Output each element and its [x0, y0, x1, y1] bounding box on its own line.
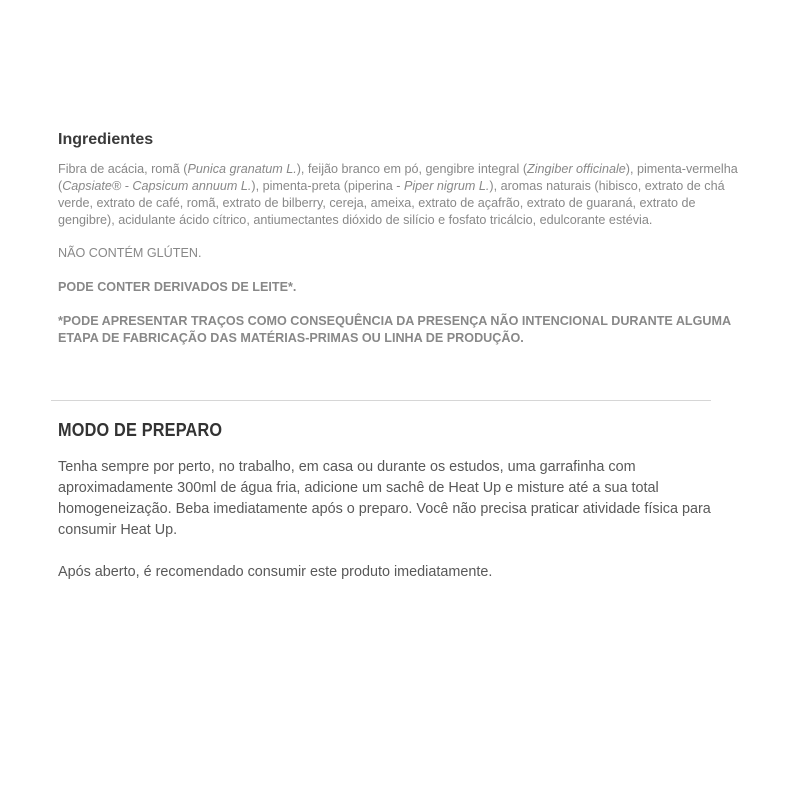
ingredients-text-part: ), pimenta-vermelha (	[58, 162, 738, 193]
ingredients-title: Ingredientes	[58, 131, 154, 148]
gluten-note: NÃO CONTÉM GLÚTEN.	[58, 246, 202, 260]
ingredients-scientific-name: Zingiber officinale	[527, 162, 626, 176]
ingredients-text-part: ), aromas naturais (hibisco, extrato de chá verde, extrato de café, romã, extrato de bilberry, cereja, ameixa, extrato de açafrão, extrato de guaraná, extrato de gengibre), acidulante ácido cítrico, antiumectantes dióxido de silício e fosfato tricálcio, edulcorante estévia.	[58, 179, 725, 227]
preparation-instructions: Tenha sempre por perto, no trabalho, em casa ou durante os estudos, uma garrafinha com aproximadamente 300ml de água fria, adicione um sachê de Heat Up e misture até a sua total homogeneização. Beba imediatamente após o preparo. Você não precisa praticar atividade física para consumir Heat Up.	[58, 459, 711, 538]
ingredients-scientific-name: Piper nigrum L.	[403, 179, 490, 193]
ingredients-text-part: ), feijão branco em pó, gengibre integral (	[296, 162, 528, 176]
storage-note: Após aberto, é recomendado consumir este produto imediatamente.	[58, 564, 493, 580]
ingredients-scientific-name: Punica granatum L.	[187, 162, 297, 176]
traces-warning: *PODE APRESENTAR TRAÇOS COMO CONSEQUÊNCIA DA PRESENÇA NÃO INTENCIONAL DURANTE ALGUMA ETAPA DE FABRICAÇÃO DAS MATÉRIAS-PRIMAS OU LINHA DE PRODUÇÃO.	[58, 314, 731, 345]
ingredients-scientific-name: Capsiate® - Capsicum annuum L.	[62, 179, 252, 193]
preparation-section	[58, 419, 748, 583]
ingredients-text-part: ), pimenta-preta (piperina -	[251, 179, 404, 193]
ingredients-section	[58, 130, 753, 347]
ingredients-list	[58, 161, 753, 229]
ingredients-text-part: Fibra de acácia, romã (	[58, 162, 188, 176]
milk-warning: PODE CONTER DERIVADOS DE LEITE*.	[58, 280, 297, 294]
preparation-title: MODO DE PREPARO	[58, 419, 223, 440]
section-divider	[51, 400, 711, 401]
